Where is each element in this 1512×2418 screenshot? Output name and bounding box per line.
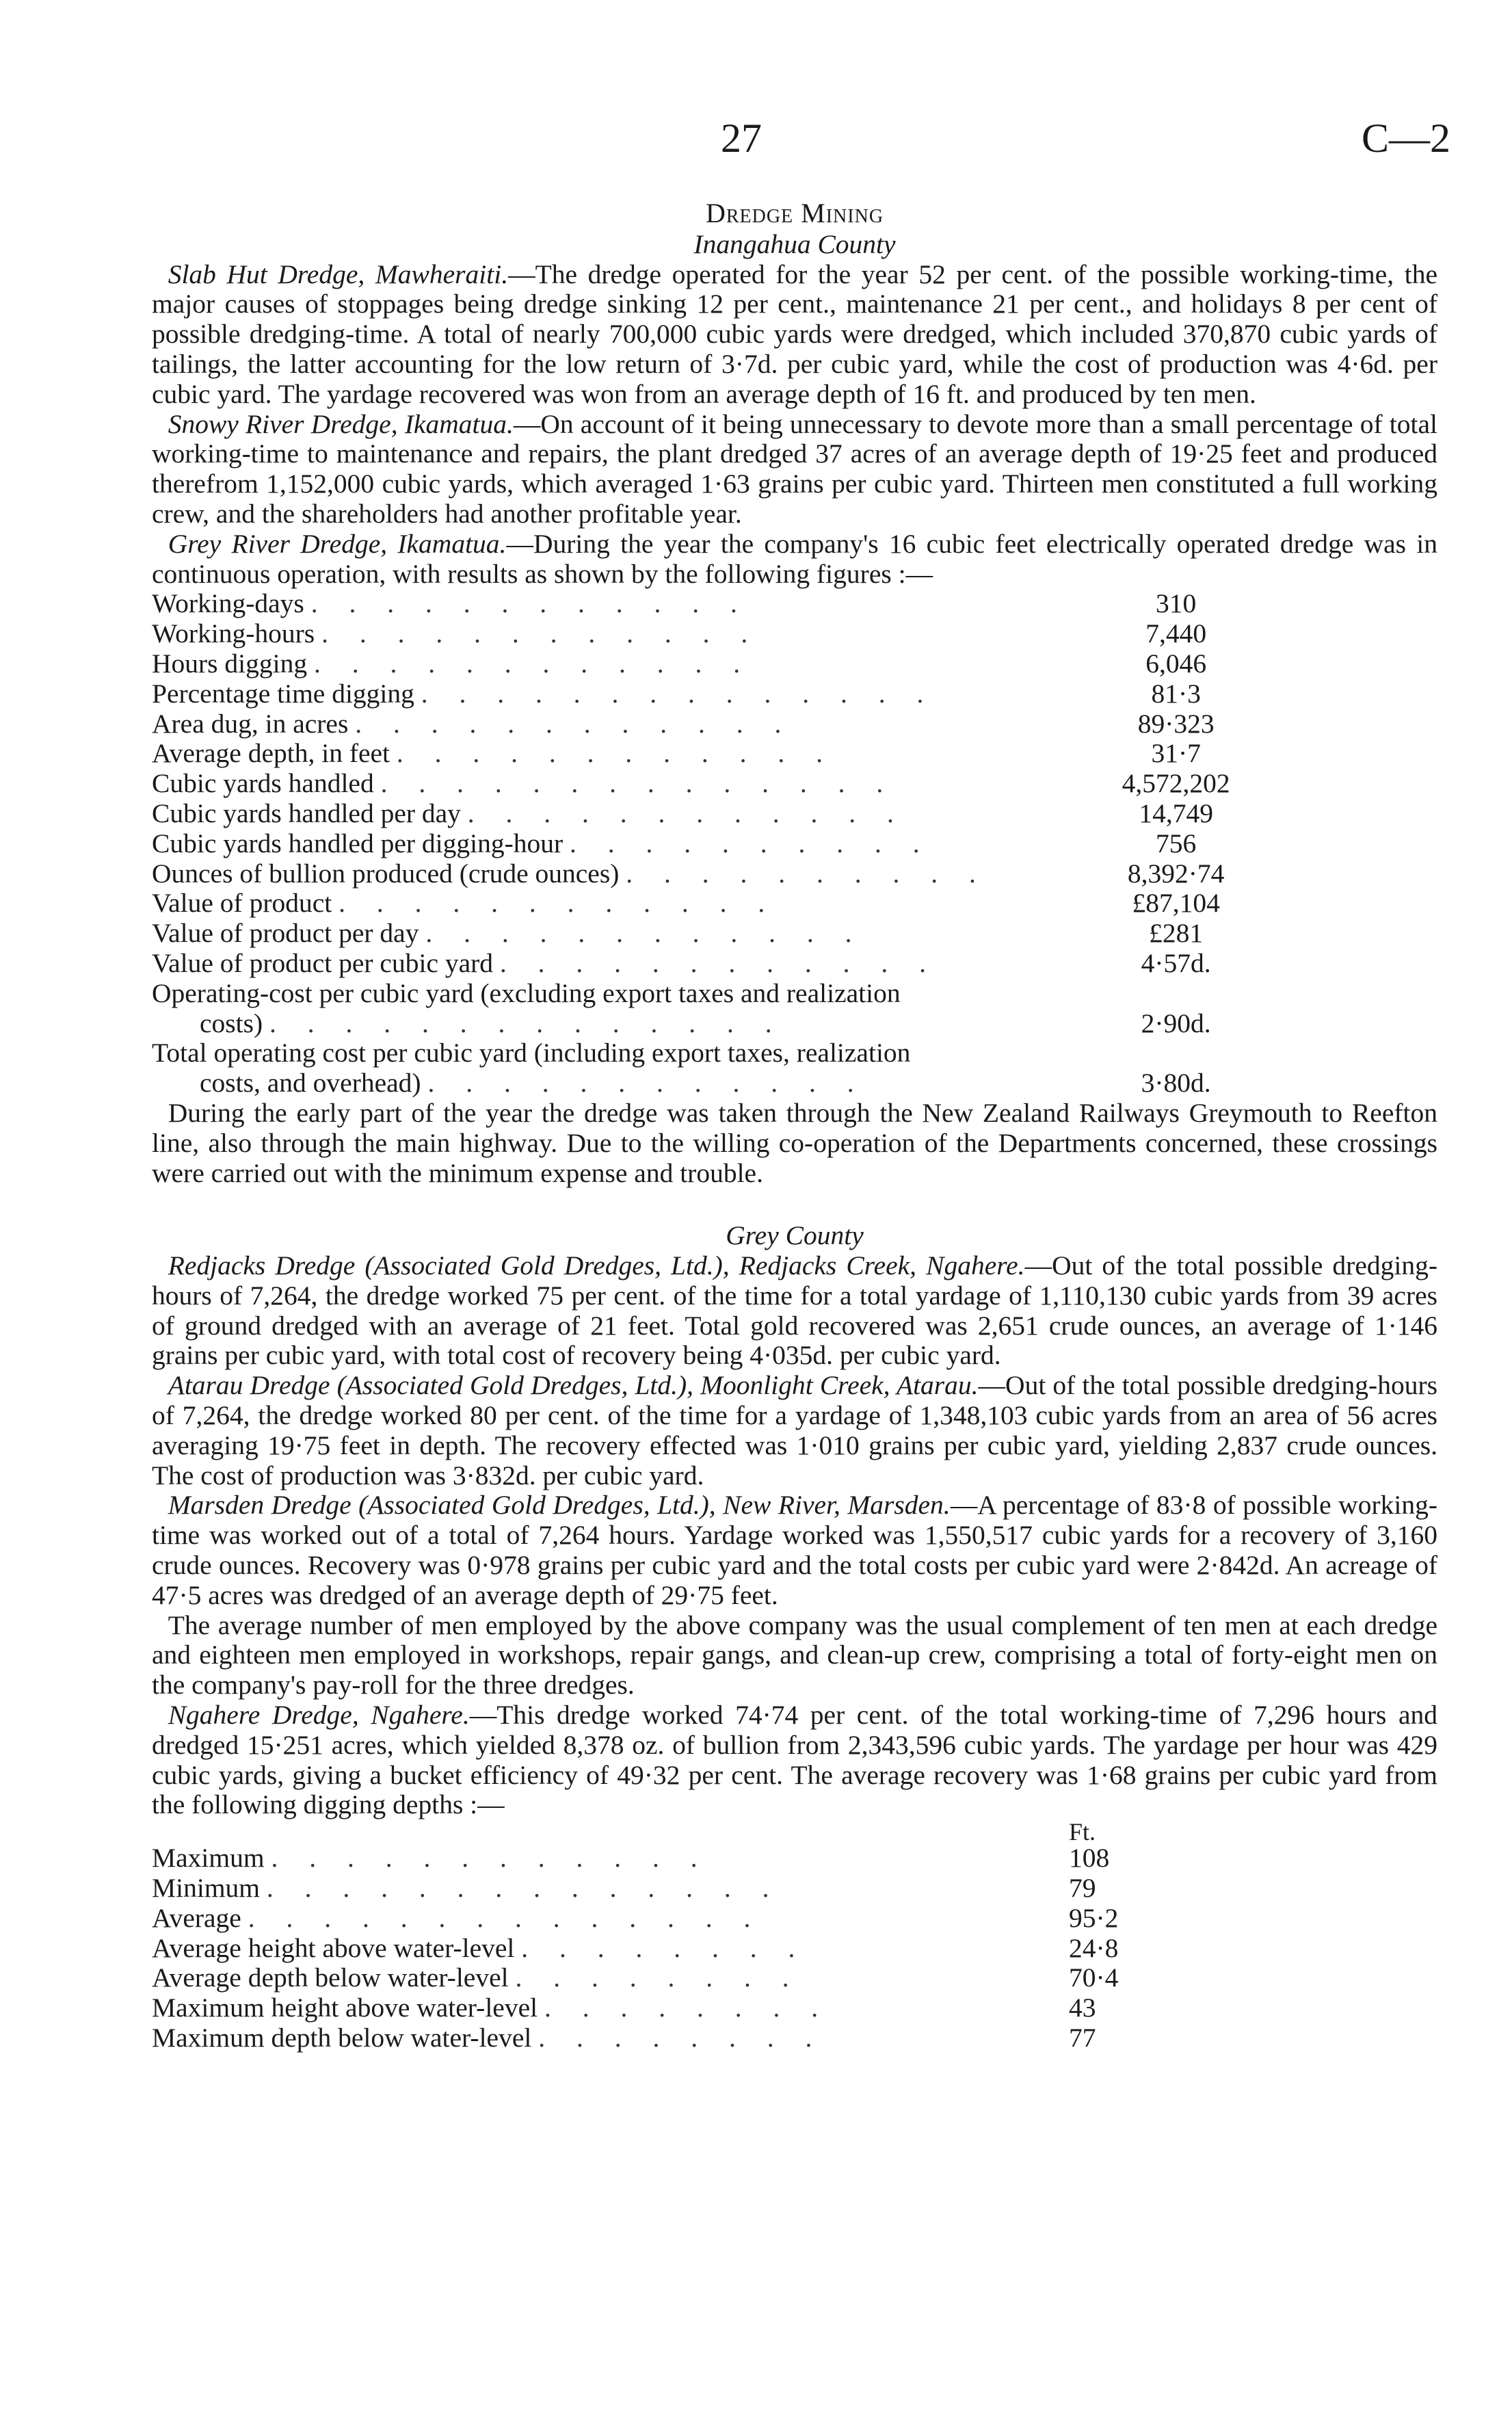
dot-leader: . . . . . . . . . . . . . . (266, 1873, 782, 1904)
redjacks-title: Redjacks Dredge (Associated Gold Dredges, Ltd.), Redjacks Creek, Ngahere. (168, 1250, 1025, 1281)
table-row (152, 1934, 1164, 1964)
table-row (152, 1843, 1164, 1874)
table-row (152, 709, 1260, 739)
table-row (152, 1068, 1260, 1099)
row-label: Cubic yards handled (152, 768, 374, 799)
row-label: Cubic yards handled per day (152, 798, 461, 828)
row-value: £87,104 (1132, 888, 1220, 919)
row-value: 756 (1156, 828, 1197, 858)
row-label: Cubic yards handled per digging-hour (152, 828, 563, 858)
table-row (152, 859, 1260, 889)
table-row (152, 619, 1260, 649)
row-value: 4·57d. (1141, 947, 1211, 978)
atarau-text: —Out of the total possible dredging-hours of 7,264, the dredge worked 80 per cent. of the time for a yardage of 1,348,103 cubic yards from an area of 56 acres averaging 19·75 feet in depth. The recovery effected was 1·010 grains per cubic yard, yielding 2,837 crude ounces. The cost of production was 3·832d. per cubic yard. (152, 1370, 1437, 1490)
dot-leader: . . . . . . . . . . . . . . (248, 1902, 763, 1933)
row-label: Value of product (152, 888, 332, 919)
row-value: 14,749 (1139, 798, 1213, 828)
table-row (152, 799, 1260, 829)
row-value: 24·8 (1068, 1932, 1119, 1963)
table-row (152, 979, 1260, 1009)
row-value: 108 (1068, 1843, 1110, 1874)
table-row (152, 919, 1260, 949)
row-value: 77 (1068, 2023, 1096, 2053)
snowy-river-text: —On account of it being unnecessary to devote more than a small percentage of total working-time to maintenance and repairs, the plant dredged 37 acres of an average depth of 19·25 feet and produced therefrom 1,152,000 cubic yards, which averaged 1·63 grains per cubic yard. Thirteen men constituted a full working crew, and the shareholders had another profitable year. (152, 408, 1437, 529)
table-row (152, 679, 1260, 709)
grey-river-paragraph (152, 529, 1437, 590)
table-header-row (152, 1820, 1164, 1843)
ngahere-title: Ngahere Dredge, Ngahere. (168, 1700, 470, 1731)
row-label: Percentage time digging (152, 678, 414, 709)
dot-leader: . . . . . . . . . . . . . . (269, 1008, 784, 1038)
dot-leader: . . . . . . . . . . (570, 828, 932, 858)
row-label: Operating-cost per cubic yard (excluding export taxes and realization (152, 977, 901, 1008)
page-number: 27 (721, 116, 762, 161)
row-label: Maximum height above water-level (152, 1993, 538, 2023)
page-header (0, 115, 1512, 170)
table-row (152, 1963, 1164, 1993)
unit-label: Ft. (1068, 1818, 1096, 1846)
row-value: 31·7 (1151, 738, 1201, 769)
dot-leader: . . . . . . . . . . . . (425, 918, 864, 949)
row-value: 310 (1156, 588, 1197, 619)
row-label: Minimum (152, 1873, 261, 1904)
dot-leader: . . . . . . . . . . . . (499, 947, 939, 978)
grey-county-heading: Grey County (726, 1220, 864, 1251)
dot-leader: . . . . . . . . (515, 1962, 801, 1993)
table-row (152, 1904, 1164, 1934)
row-label: costs, and overhead) (200, 1068, 421, 1099)
section-title: Dredge Mining (705, 198, 884, 228)
slab-hut-text: —The dredge operated for the year 52 per cent. of the possible working-time, the major causes of stoppages being dredge sinking 12 per cent., maintenance 21 per cent., and holidays 8 per cent of possible dredging-time. A total of nearly 700,000 cubic yards were dredged, which included 370,870 cubic yards of tailings, the latter accounting for the low return of 3·7d. per cubic yard, while the cost of production was 4·6d. per cubic yard. The yardage recovered was won from an average depth of 16 ft. and produced by ten men. (152, 259, 1437, 409)
table-row (152, 1009, 1260, 1039)
row-label: Value of product per cubic yard (152, 947, 494, 978)
inangahua-county-heading: Inangahua County (693, 228, 896, 259)
table-row (152, 829, 1260, 859)
marsden-title: Marsden Dredge (Associated Gold Dredges, Ltd.), New River, Marsden. (168, 1490, 951, 1521)
atarau-paragraph (152, 1371, 1437, 1490)
marsden-text: —A percentage of 83·8 of possible working-time was worked out of a total of 7,264 hours. Yardage worked was 1,550,517 cubic yards for a recovery of 3,160 crude ounces. Recovery was 0·978 grains per cubic yard and the total costs per cubic yard were 2·842d. An acreage of 47·5 acres was dredged of an average depth of 29·75 feet. (152, 1490, 1437, 1610)
row-label: Average height above water-level (152, 1932, 515, 1963)
row-value: 43 (1068, 1993, 1096, 2023)
row-value: 8,392·74 (1127, 858, 1225, 889)
row-value: £281 (1149, 918, 1204, 949)
dot-leader: . . . . . . . . . . . . (310, 588, 750, 619)
page-body (152, 198, 1437, 2053)
row-value: 95·2 (1068, 1902, 1119, 1933)
document-code: C—2 (1361, 116, 1450, 161)
row-value: 3·80d. (1141, 1068, 1211, 1099)
snowy-river-title: Snowy River Dredge, Ikamatua. (168, 408, 514, 439)
row-value: 2·90d. (1141, 1008, 1211, 1038)
slab-hut-paragraph (152, 260, 1437, 410)
dot-leader: . . . . . . . . . . . . (467, 798, 906, 828)
row-label: Area dug, in acres (152, 708, 349, 739)
ngahere-paragraph (152, 1700, 1437, 1820)
dot-leader: . . . . . . . . (538, 2023, 825, 2053)
marsden-paragraph (152, 1490, 1437, 1610)
dot-leader: . . . . . . . . . . . . . . (421, 678, 936, 709)
table-row (152, 2023, 1164, 2053)
dot-leader: . . . . . . . . . . (626, 858, 988, 889)
dot-leader: . . . . . . . . (521, 1932, 808, 1963)
table-row (152, 949, 1260, 979)
table-row (152, 1038, 1260, 1068)
dot-leader: . . . . . . . . . . . . . . (380, 768, 896, 799)
atarau-title: Atarau Dredge (Associated Gold Dredges, Ltd.), Moonlight Creek, Atarau. (168, 1370, 979, 1401)
grey-river-crossing-paragraph: During the early part of the year the dredge was taken through the New Zealand Railways Greymouth to Reefton line, also through the main highway. Due to the willing co-operation of the Departments concerned, these crossings were carried out with the minimum expense and trouble. (152, 1097, 1437, 1188)
table-row (152, 739, 1260, 769)
dot-leader: . . . . . . . . . . . . (271, 1843, 710, 1874)
grey-river-text: —During the year the company's 16 cubic feet electrically operated dredge was in continuous operation, with results as shown by the following figures :— (152, 528, 1437, 589)
company-employment-paragraph: The average number of men employed by the above company was the usual complement of ten men at each dredge and eighteen men employed in workshops, repair gangs, and clean-up crew, comprising a total of forty-eight men on the company's pay-roll for the three dredges. (152, 1609, 1437, 1700)
row-label: Working-hours (152, 618, 315, 649)
row-label: costs) (200, 1008, 263, 1038)
row-value: 81·3 (1151, 678, 1201, 709)
row-value: 4,572,202 (1122, 768, 1230, 799)
row-value: 70·4 (1068, 1962, 1119, 1993)
grey-river-title: Grey River Dredge, Ikamatua. (168, 528, 507, 559)
dot-leader: . . . . . . . . . . . . (339, 888, 778, 919)
dot-leader: . . . . . . . . . . . . (314, 648, 753, 679)
grey-river-figures-table (152, 589, 1260, 1099)
dot-leader: . . . . . . . . . . . . (427, 1068, 866, 1099)
table-row (152, 1874, 1164, 1904)
dot-leader: . . . . . . . . . . . . (355, 708, 794, 739)
row-value: 79 (1068, 1873, 1096, 1904)
row-label: Hours digging (152, 648, 308, 679)
dot-leader: . . . . . . . . . . . . (396, 738, 836, 769)
redjacks-paragraph (152, 1251, 1437, 1371)
row-label: Maximum depth below water-level (152, 2023, 532, 2053)
ngahere-depths-table (152, 1820, 1164, 2053)
row-label: Total operating cost per cubic yard (including export taxes, realization (152, 1038, 911, 1068)
slab-hut-title: Slab Hut Dredge, Mawheraiti. (168, 259, 509, 289)
dot-leader: . . . . . . . . (544, 1993, 831, 2023)
row-label: Average depth, in feet (152, 738, 390, 769)
row-label: Value of product per day (152, 918, 419, 949)
table-row (152, 769, 1260, 799)
row-label: Working-days (152, 588, 304, 619)
row-label: Ounces of bullion produced (crude ounces) (152, 858, 620, 889)
redjacks-text: —Out of the total possible dredging-hours of 7,264, the dredge worked 75 per cent. of the time for a total yardage of 1,110,130 cubic yards from 39 acres of ground dredged with an average of 21 feet. Total gold recovered was 2,651 crude ounces, an average of 1·146 grains per cubic yard, with total cost of recovery being 4·035d. per cubic yard. (152, 1250, 1437, 1371)
ngahere-text: —This dredge worked 74·74 per cent. of the total working-time of 7,296 hours and dredged 15·251 acres, which yielded 8,378 oz. of bullion from 2,343,596 cubic yards. The yardage per hour was 429 cubic yards, giving a bucket efficiency of 49·32 per cent. The average recovery was 1·68 grains per cubic yard from the following digging depths :— (152, 1700, 1437, 1820)
dot-leader: . . . . . . . . . . . . (321, 618, 760, 649)
table-row (152, 589, 1260, 619)
row-value: 6,046 (1145, 648, 1207, 679)
table-row (152, 889, 1260, 919)
snowy-river-paragraph (152, 410, 1437, 529)
table-row (152, 1993, 1164, 2023)
table-row (152, 649, 1260, 679)
row-label: Average (152, 1902, 241, 1933)
row-label: Maximum (152, 1843, 265, 1874)
row-value: 89·323 (1137, 708, 1215, 739)
row-label: Average depth below water-level (152, 1962, 509, 1993)
row-value: 7,440 (1145, 618, 1207, 649)
